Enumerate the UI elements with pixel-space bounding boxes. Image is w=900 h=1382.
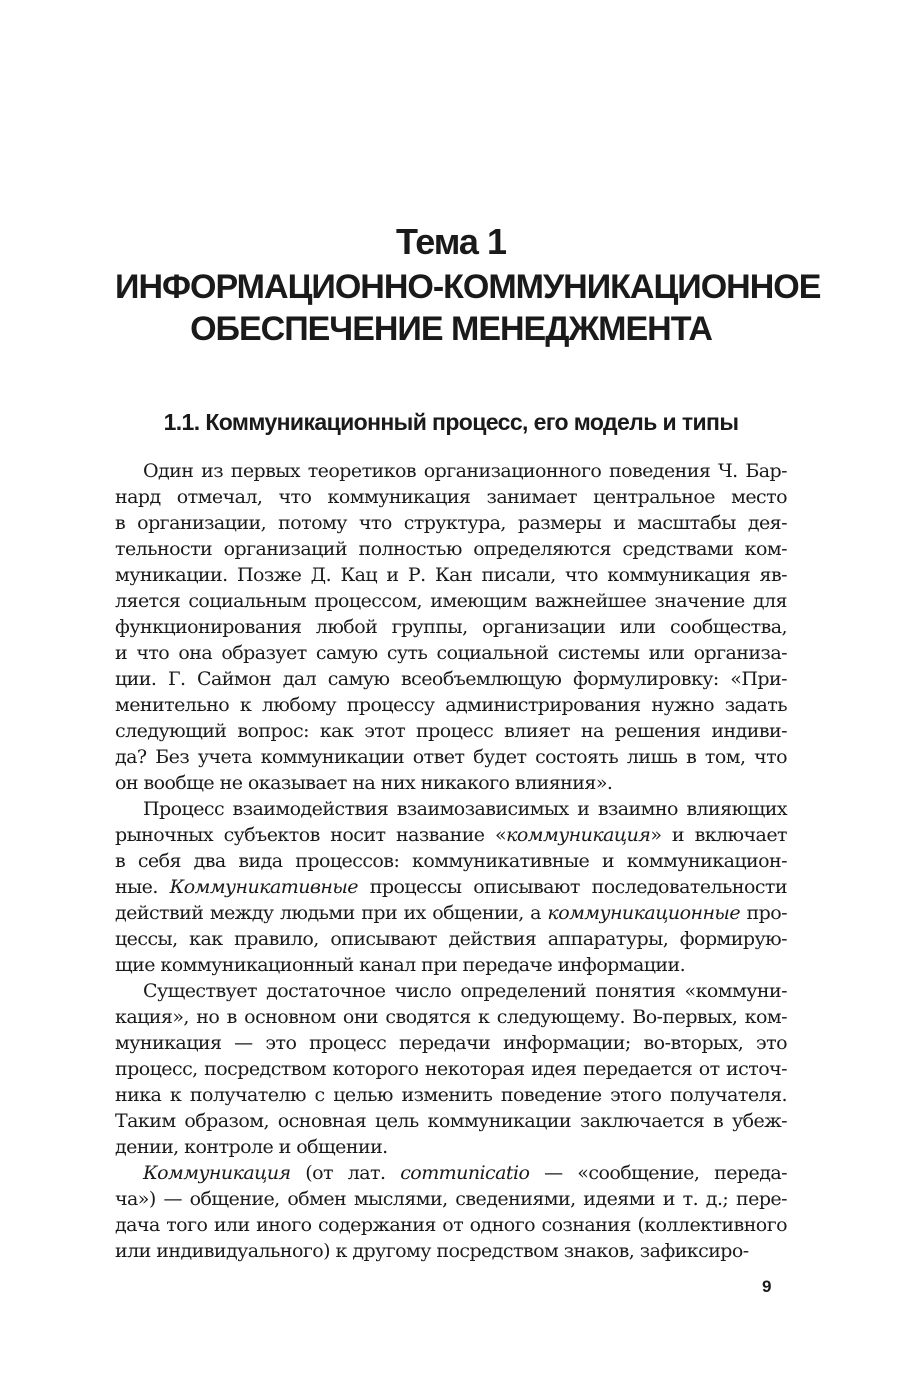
text-line bbox=[115, 796, 787, 822]
chapter-label: Тема 1 bbox=[396, 221, 506, 262]
chapter-title-line-2: ОБЕСПЕЧЕНИЕ МЕНЕДЖМЕНТА bbox=[190, 310, 712, 348]
text-line bbox=[115, 1160, 787, 1186]
italic-term: Коммуникативные bbox=[169, 876, 359, 898]
text-line: Таким образом, основная цель коммуникации заключается в убеж- bbox=[115, 1110, 787, 1132]
text-run: или индивидуального) к другому посредством знаков, зафиксиро- bbox=[115, 1240, 749, 1262]
text-line: Один из первых теоретиков организационного поведения Ч. Бар- bbox=[143, 460, 787, 482]
text-line: тельности организаций полностью определяются средствами ком- bbox=[115, 538, 787, 560]
text-line bbox=[115, 848, 787, 874]
text-line bbox=[115, 900, 787, 926]
text-line bbox=[115, 952, 787, 978]
italic-term: Коммуникация bbox=[143, 1162, 291, 1184]
text-line: менительно к любому процессу администрирования нужно задать bbox=[115, 694, 787, 716]
page-number: 9 bbox=[762, 1277, 772, 1296]
text-line bbox=[115, 1238, 787, 1264]
paragraph bbox=[115, 1160, 787, 1264]
text-run: ча») — общение, обмен мыслями, сведениями, идеями и т. д.; пере- bbox=[115, 1188, 787, 1210]
italic-term: коммуникация bbox=[506, 824, 651, 846]
text-run: » и включает bbox=[650, 824, 787, 846]
paragraph bbox=[115, 458, 787, 796]
text-run: цессы, как правило, описывают действия аппаратуры, формирую- bbox=[115, 928, 787, 950]
text-line: дении, контроле и общении. bbox=[115, 1136, 388, 1158]
text-line bbox=[115, 822, 787, 848]
text-run: процессы описывают последовательности bbox=[358, 876, 788, 898]
text-line: муникация — это процесс передачи информации; во-вторых, это bbox=[115, 1032, 787, 1054]
text-line: Существует достаточное число определений понятия «коммуни- bbox=[143, 980, 787, 1002]
text-run: Процесс взаимодействия взаимозависимых и взаимно влияющих bbox=[143, 798, 787, 820]
text-line: нард отмечал, что коммуникация занимает центральное место bbox=[115, 486, 787, 508]
text-line: ции. Г. Саймон дал самую всеобъемлющую формулировку: «При- bbox=[115, 668, 787, 690]
paragraph bbox=[115, 978, 787, 1160]
text-run: рыночных субъектов носит название « bbox=[115, 824, 507, 846]
body-text bbox=[115, 458, 787, 1264]
text-run: — «сообщение, переда- bbox=[529, 1162, 787, 1184]
text-line: в организации, потому что структура, размеры и масштабы дея- bbox=[115, 512, 787, 534]
text-run: про- bbox=[740, 902, 787, 924]
text-line: муникации. Позже Д. Кац и Р. Кан писали, что коммуникация яв- bbox=[115, 564, 787, 586]
text-run: действий между людьми при их общении, а bbox=[115, 902, 548, 924]
text-line: функционирования любой группы, организации или сообщества, bbox=[115, 616, 787, 638]
text-line: он вообще не оказывает на них никакого влияния». bbox=[115, 772, 613, 794]
italic-term: коммуникационные bbox=[547, 902, 741, 924]
chapter-title bbox=[115, 266, 821, 350]
text-line: следующий вопрос: как этот процесс влияет на решения индиви- bbox=[115, 720, 787, 742]
text-line: процесс, посредством которого некоторая идея передается от источ- bbox=[115, 1058, 787, 1080]
text-line: ляется социальным процессом, имеющим важнейшее значение для bbox=[115, 590, 787, 612]
italic-term: communicatio bbox=[400, 1162, 530, 1184]
text-run: в себя два вида процессов: коммуникативные и коммуникацион- bbox=[115, 850, 787, 872]
text-line bbox=[115, 874, 787, 900]
text-run: щие коммуникационный канал при передаче информации. bbox=[115, 954, 686, 976]
text-run: дача того или иного содержания от одного сознания (коллективного bbox=[115, 1214, 787, 1236]
text-line bbox=[115, 926, 787, 952]
section-title: 1.1. Коммуникационный процесс, его модель и типы bbox=[163, 409, 739, 435]
paragraph bbox=[115, 796, 787, 978]
chapter-title-line-1: ИНФОРМАЦИОННО-КОММУНИКАЦИОННОЕ bbox=[115, 268, 821, 306]
text-line bbox=[115, 1212, 787, 1238]
text-line: и что она образует самую суть социальной системы или организа- bbox=[115, 642, 787, 664]
text-run: (от лат. bbox=[290, 1162, 401, 1184]
text-line: да? Без учета коммуникации ответ будет состоять лишь в том, что bbox=[115, 746, 787, 768]
text-line bbox=[115, 1186, 787, 1212]
text-line: ника к получателю с целью изменить поведение этого получателя. bbox=[115, 1084, 787, 1106]
text-run: ные. bbox=[115, 876, 170, 898]
text-line: кация», но в основном они сводятся к следующему. Во-первых, ком- bbox=[115, 1006, 787, 1028]
